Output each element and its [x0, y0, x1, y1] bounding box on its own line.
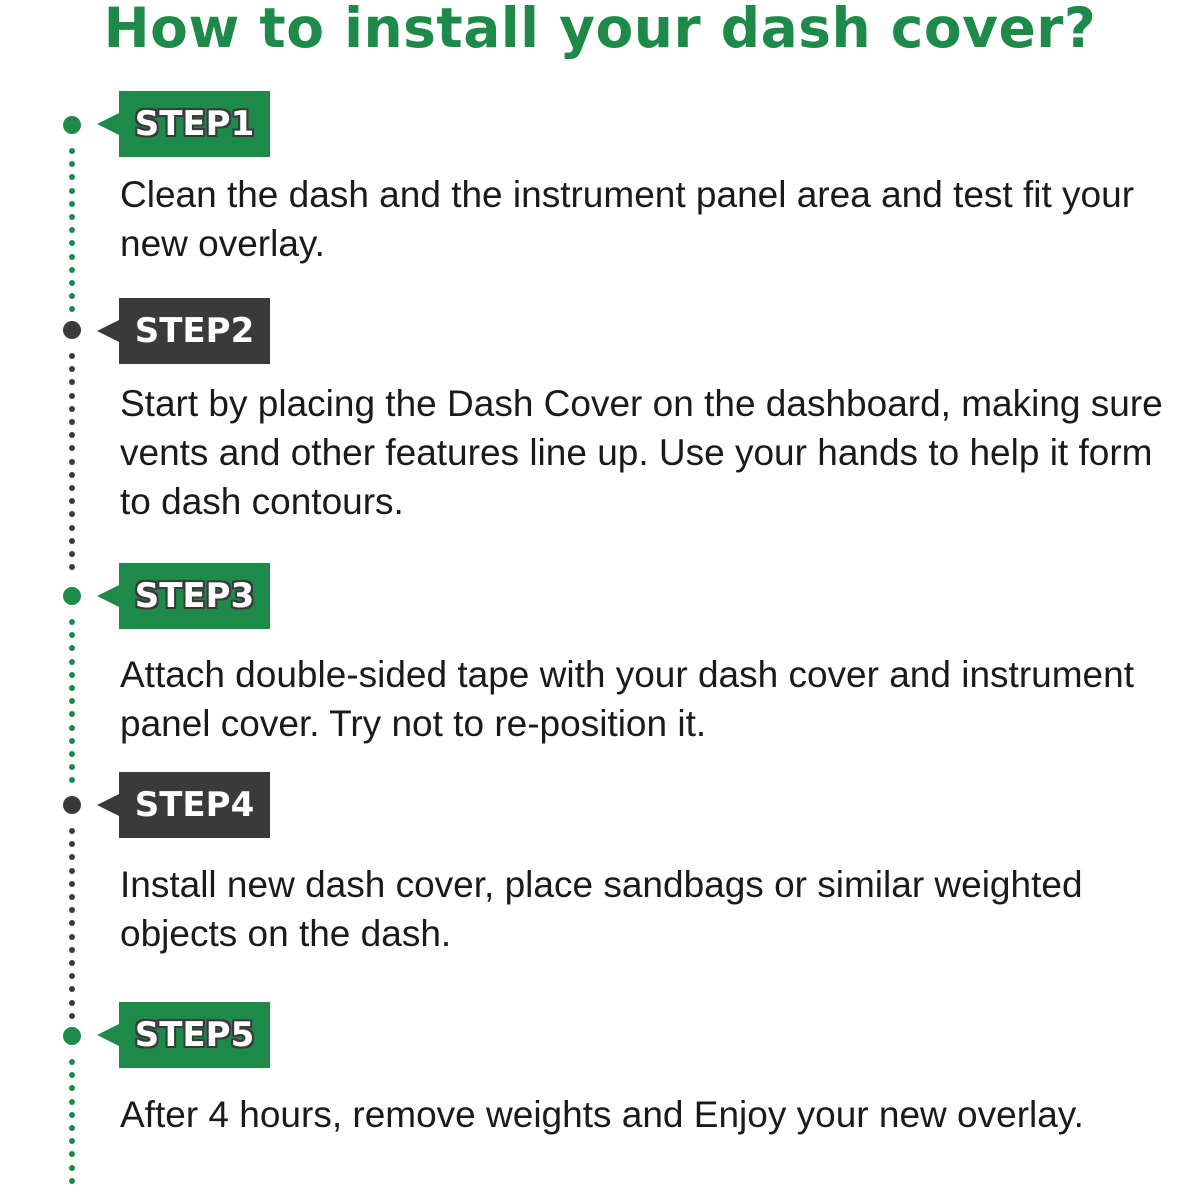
timeline-dot	[69, 201, 75, 207]
timeline-dot	[69, 725, 75, 731]
step-5-label: STEP5	[134, 1015, 255, 1055]
timeline-dot	[69, 551, 75, 557]
timeline-dot	[69, 764, 75, 770]
timeline-dot	[69, 828, 75, 834]
timeline-dot	[69, 1151, 75, 1157]
step-5-dot	[63, 1027, 81, 1045]
step-3-dot	[63, 587, 81, 605]
step-3-badge-pointer	[97, 585, 119, 607]
timeline-dot	[69, 393, 75, 399]
timeline-dot	[69, 379, 75, 385]
timeline-dot	[69, 174, 75, 180]
step-4-text: Install new dash cover, place sandbags or similar weighted objects on the dash.	[120, 864, 1083, 954]
step-4-dot	[63, 796, 81, 814]
timeline-dot	[69, 881, 75, 887]
timeline-dot	[69, 538, 75, 544]
timeline-dot	[69, 894, 75, 900]
timeline-dot	[69, 214, 75, 220]
step-2-badge	[119, 298, 270, 364]
timeline-dot	[69, 1072, 75, 1078]
timeline-dot	[69, 960, 75, 966]
timeline-dot	[69, 1125, 75, 1131]
timeline-dot	[69, 907, 75, 913]
timeline-dot	[69, 293, 75, 299]
timeline-dot	[69, 267, 75, 273]
step-4-badge	[119, 772, 270, 838]
timeline-dot	[69, 1138, 75, 1144]
timeline-dot	[69, 472, 75, 478]
timeline-dot	[69, 973, 75, 979]
step-1-text: Clean the dash and the instrument panel area and test fit your new overlay.	[120, 174, 1135, 264]
timeline-dot	[69, 148, 75, 154]
timeline-dot	[69, 459, 75, 465]
timeline-dot	[69, 1165, 75, 1171]
timeline-dot	[69, 868, 75, 874]
timeline-dot	[69, 306, 75, 312]
timeline-dot	[69, 353, 75, 359]
timeline-dot	[69, 188, 75, 194]
step-2-text: Start by placing the Dash Cover on the dashboard, making sure vents and other features line up. Use your hands to help it form to dash contours.	[120, 383, 1163, 522]
step-1-label: STEP1	[134, 104, 255, 144]
timeline-dot	[69, 498, 75, 504]
timeline-dot	[69, 511, 75, 517]
timeline-dot	[69, 1178, 75, 1184]
timeline-dot	[69, 645, 75, 651]
step-5-text: After 4 hours, remove weights and Enjoy your new overlay.	[120, 1094, 1084, 1135]
timeline-dot	[69, 751, 75, 757]
step-4-label: STEP4	[134, 785, 255, 825]
step-2-dot	[63, 321, 81, 339]
timeline-dot	[69, 161, 75, 167]
step-4-badge-pointer	[97, 794, 119, 816]
timeline-dot	[69, 685, 75, 691]
timeline-dot	[69, 485, 75, 491]
step-5-badge	[119, 1002, 270, 1068]
timeline-dot	[69, 934, 75, 940]
timeline-dot	[69, 1013, 75, 1019]
timeline-dot	[69, 920, 75, 926]
step-5-badge-pointer	[97, 1024, 119, 1046]
step-3-label: STEP3	[134, 576, 255, 616]
timeline-dot	[69, 619, 75, 625]
page-title: How to install your dash cover?	[103, 0, 1097, 60]
timeline-dot	[69, 854, 75, 860]
step-1-dot	[63, 116, 81, 134]
step-3-badge	[119, 563, 270, 629]
timeline-dot	[69, 1000, 75, 1006]
timeline-dot	[69, 564, 75, 570]
timeline-dot	[69, 672, 75, 678]
step-1-badge-pointer	[97, 113, 119, 135]
timeline-dot	[69, 1112, 75, 1118]
timeline-dot	[69, 240, 75, 246]
timeline-dot	[69, 841, 75, 847]
timeline-dot	[69, 947, 75, 953]
timeline-dot	[69, 254, 75, 260]
timeline-dot	[69, 406, 75, 412]
step-2-badge-pointer	[97, 320, 119, 342]
timeline-dot	[69, 698, 75, 704]
timeline-dot	[69, 659, 75, 665]
step-2-label: STEP2	[134, 311, 255, 351]
timeline-dot	[69, 419, 75, 425]
step-3-text: Attach double-sided tape with your dash cover and instrument panel cover. Try not to re-position it.	[120, 654, 1134, 744]
timeline-dot	[69, 432, 75, 438]
timeline-dot	[69, 777, 75, 783]
timeline-dot	[69, 280, 75, 286]
timeline-dot	[69, 525, 75, 531]
timeline-dot	[69, 1085, 75, 1091]
timeline-dot	[69, 366, 75, 372]
timeline-dot	[69, 1059, 75, 1065]
timeline-dot	[69, 986, 75, 992]
timeline-dot	[69, 1099, 75, 1105]
timeline-dot	[69, 711, 75, 717]
timeline-dot	[69, 227, 75, 233]
timeline-dot	[69, 445, 75, 451]
step-1-badge	[119, 91, 270, 157]
timeline-dot	[69, 632, 75, 638]
timeline-dot	[69, 738, 75, 744]
